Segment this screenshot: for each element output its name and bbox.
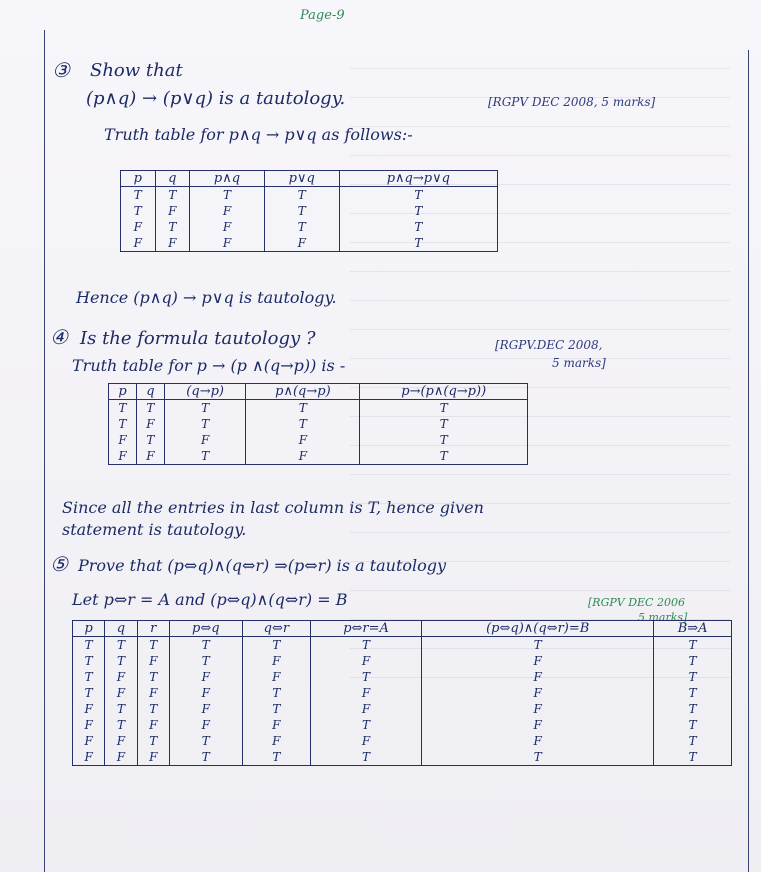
table-cell: T [73, 653, 105, 669]
table-row [109, 448, 528, 465]
table-cell: T [654, 733, 732, 749]
table-cell: T [155, 219, 190, 235]
table-cell: F [169, 701, 242, 717]
q3-reference: [RGPV DEC 2008, 5 marks] [488, 95, 656, 109]
table-cell: T [105, 653, 137, 669]
column-header: p→(p∧(q→p)) [360, 384, 528, 400]
table-cell: T [73, 685, 105, 701]
table-cell: T [169, 653, 242, 669]
table-cell: T [242, 701, 310, 717]
table-cell: T [339, 187, 497, 204]
table-row [73, 701, 732, 717]
table-cell: F [311, 733, 422, 749]
table-row [121, 219, 498, 235]
table-cell: F [242, 669, 310, 685]
table-cell: F [242, 733, 310, 749]
table-cell: T [654, 653, 732, 669]
table-row [73, 685, 732, 701]
column-header: p⇔r=A [311, 621, 422, 637]
q3-line2: (p∧q) → (p∨q) is a tautology. [86, 88, 346, 109]
table-cell: F [73, 749, 105, 766]
table-cell: T [360, 416, 528, 432]
table-cell: T [654, 717, 732, 733]
table-row [73, 749, 732, 766]
column-header: q [136, 384, 164, 400]
q3-truth-table [120, 170, 498, 252]
table-cell: T [109, 416, 137, 432]
table-row [121, 187, 498, 204]
table-cell: T [155, 187, 190, 204]
table-header-row [121, 171, 498, 187]
table-row [73, 717, 732, 733]
table-cell: T [242, 749, 310, 766]
table-cell: T [164, 400, 245, 417]
table-cell: F [109, 432, 137, 448]
q3-number: ③ [52, 58, 70, 82]
column-header: q [105, 621, 137, 637]
table-cell: F [137, 749, 169, 766]
table-cell: F [246, 432, 360, 448]
table-cell: F [121, 235, 156, 252]
table-cell: F [137, 653, 169, 669]
table-cell: F [155, 235, 190, 252]
table-cell: T [264, 203, 339, 219]
table-cell: T [246, 400, 360, 417]
table-cell: F [136, 448, 164, 465]
q4-conclusion-2: statement is tautology. [62, 520, 247, 539]
table-cell: F [246, 448, 360, 465]
table-cell: F [105, 685, 137, 701]
table-cell: T [339, 203, 497, 219]
table-cell: T [136, 400, 164, 417]
q4-line1: Is the formula tautology ? [80, 328, 316, 349]
table-row [73, 653, 732, 669]
table-header-row [73, 621, 732, 637]
q4-conclusion-1: Since all the entries in last column is T, hence given [62, 498, 484, 517]
table-cell: T [190, 187, 265, 204]
table-cell: F [190, 235, 265, 252]
table-cell: F [73, 733, 105, 749]
table-cell: F [422, 653, 654, 669]
table-cell: T [137, 637, 169, 654]
column-header: p [109, 384, 137, 400]
table-cell: T [169, 733, 242, 749]
table-cell: T [164, 448, 245, 465]
table-cell: F [169, 717, 242, 733]
left-margin-line [44, 30, 45, 872]
table-cell: F [422, 669, 654, 685]
table-cell: T [360, 432, 528, 448]
table-row [121, 203, 498, 219]
table-cell: F [164, 432, 245, 448]
table-cell: F [311, 701, 422, 717]
column-header: p⇔q [169, 621, 242, 637]
table-cell: T [246, 416, 360, 432]
table-cell: T [169, 637, 242, 654]
column-header: q⇔r [242, 621, 310, 637]
table-cell: T [311, 637, 422, 654]
table-cell: T [73, 669, 105, 685]
column-header: r [137, 621, 169, 637]
table-cell: F [169, 669, 242, 685]
table-cell: F [190, 203, 265, 219]
q5-line1: Prove that (p⇔q)∧(q⇔r) ⇒(p⇔r) is a tautology [78, 556, 447, 575]
table-cell: F [137, 717, 169, 733]
table-row [109, 400, 528, 417]
table-cell: T [339, 219, 497, 235]
table-cell: T [105, 717, 137, 733]
table-cell: F [190, 219, 265, 235]
table-cell: F [109, 448, 137, 465]
table-cell: T [109, 400, 137, 417]
q5-truth-table [72, 620, 732, 766]
table-cell: T [311, 717, 422, 733]
table-cell: T [121, 187, 156, 204]
table-cell: T [105, 637, 137, 654]
q3-line1: Show that [90, 60, 183, 81]
page-number: Page-9 [300, 8, 345, 23]
q5-reference-1: [RGPV DEC 2006 [588, 596, 685, 609]
table-cell: F [155, 203, 190, 219]
table-cell: T [137, 733, 169, 749]
q5-reference-2: 5 marks] [638, 611, 688, 624]
column-header: q [155, 171, 190, 187]
table-cell: T [422, 749, 654, 766]
table-cell: T [137, 701, 169, 717]
table-cell: T [654, 637, 732, 654]
table-cell: F [136, 416, 164, 432]
column-header: p∧(q→p) [246, 384, 360, 400]
table-cell: T [654, 685, 732, 701]
q5-line2: Let p⇔r = A and (p⇔q)∧(q⇔r) = B [72, 590, 348, 609]
table-row [121, 235, 498, 252]
column-header: p [73, 621, 105, 637]
table-row [73, 733, 732, 749]
table-cell: T [360, 400, 528, 417]
table-cell: F [137, 685, 169, 701]
table-cell: F [422, 701, 654, 717]
q3-conclusion: Hence (p∧q) → p∨q is tautology. [76, 288, 337, 307]
table-cell: T [311, 749, 422, 766]
column-header: p∧q→p∨q [339, 171, 497, 187]
column-header: B⇒A [654, 621, 732, 637]
table-row [73, 669, 732, 685]
table-cell: F [169, 685, 242, 701]
table-cell: T [422, 637, 654, 654]
table-cell: F [422, 717, 654, 733]
column-header: (q→p) [164, 384, 245, 400]
table-cell: T [311, 669, 422, 685]
table-cell: F [73, 717, 105, 733]
table-cell: F [105, 733, 137, 749]
q4-number: ④ [50, 325, 68, 349]
column-header: p [121, 171, 156, 187]
table-cell: F [422, 685, 654, 701]
q3-intro: Truth table for p∧q → p∨q as follows:- [104, 125, 413, 144]
table-cell: T [242, 637, 310, 654]
table-cell: F [121, 219, 156, 235]
table-cell: F [422, 733, 654, 749]
table-cell: T [264, 187, 339, 204]
q4-truth-table [108, 383, 528, 465]
table-row [73, 637, 732, 654]
table-cell: T [73, 637, 105, 654]
q4-reference-2: 5 marks] [552, 356, 606, 370]
table-cell: T [360, 448, 528, 465]
table-cell: T [654, 701, 732, 717]
table-cell: F [242, 717, 310, 733]
table-cell: T [264, 219, 339, 235]
table-header-row [109, 384, 528, 400]
table-cell: F [242, 653, 310, 669]
table-cell: T [242, 685, 310, 701]
table-cell: T [136, 432, 164, 448]
column-header: (p⇔q)∧(q⇔r)=B [422, 621, 654, 637]
q4-intro: Truth table for p → (p ∧(q→p)) is - [72, 356, 346, 375]
table-cell: T [105, 701, 137, 717]
table-cell: F [105, 669, 137, 685]
table-cell: F [73, 701, 105, 717]
q5-number: ⑤ [50, 552, 68, 576]
table-cell: T [654, 749, 732, 766]
table-cell: T [169, 749, 242, 766]
table-cell: F [105, 749, 137, 766]
table-cell: T [339, 235, 497, 252]
table-row [109, 432, 528, 448]
column-header: p∨q [264, 171, 339, 187]
table-cell: T [654, 669, 732, 685]
q4-reference-1: [RGPV.DEC 2008, [495, 338, 603, 352]
column-header: p∧q [190, 171, 265, 187]
table-cell: F [311, 685, 422, 701]
table-cell: T [121, 203, 156, 219]
table-cell: F [311, 653, 422, 669]
table-cell: T [164, 416, 245, 432]
right-margin-line [748, 50, 749, 872]
table-cell: T [137, 669, 169, 685]
table-cell: F [264, 235, 339, 252]
table-row [109, 416, 528, 432]
